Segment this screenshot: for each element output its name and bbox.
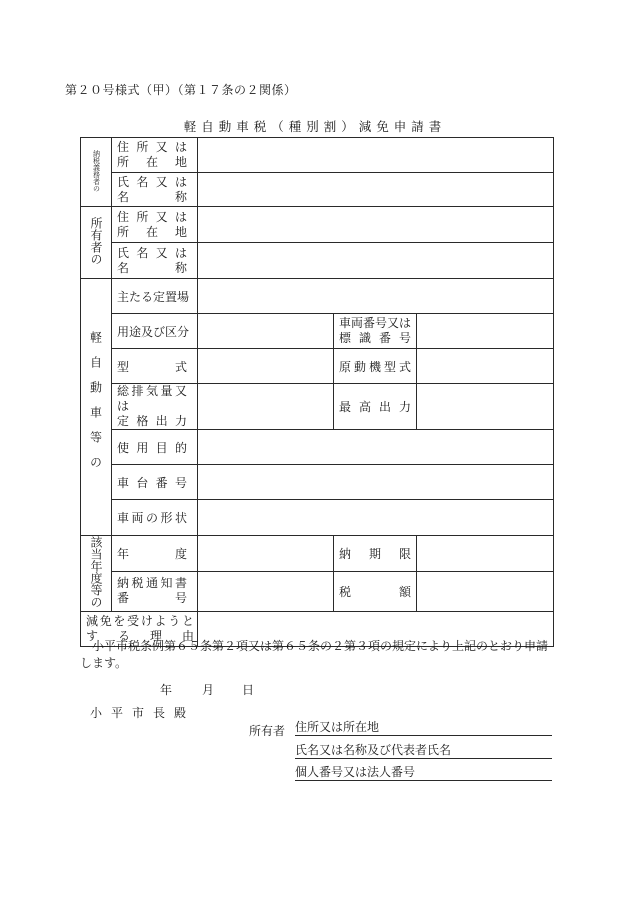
application-statement: 小平市税条例第６５条第２項又は第６５条の２第３項の規定により上記のとおり申請します。 (80, 639, 549, 670)
signature-address-label: 住所又は所在地 (295, 720, 380, 734)
owner-address-label: 住 所 又 は 所 在 地 (112, 207, 198, 243)
max-output-label: 最 高 出 力 (334, 384, 417, 430)
main-storage-label: 主たる定置場 (112, 279, 198, 314)
reduction-reason-label: 減免を受けようと す る 理 由 (81, 612, 198, 647)
vehicle-shape-label: 車両の形状 (112, 500, 198, 536)
owner-address-field[interactable] (198, 207, 554, 243)
addressee: 小平市長殿 (90, 706, 196, 720)
purpose-label: 使 用 目 的 (112, 430, 198, 465)
date-month-label: 月 (202, 683, 215, 697)
due-date-label: 納 期 限 (334, 536, 417, 572)
vehicle-shape-field[interactable] (198, 500, 554, 536)
notice-number-field[interactable] (198, 571, 334, 611)
signature-name-label: 氏名又は名称及び代表者氏名 (295, 743, 452, 757)
owner-signature-label: 所有者 (249, 724, 286, 738)
taxpayer-address-label: 住 所 又 は 所 在 地 (112, 138, 198, 173)
displacement-field[interactable] (198, 384, 334, 430)
chassis-number-label: 車 台 番 号 (112, 465, 198, 500)
signature-address-line[interactable] (295, 719, 552, 736)
date-day-label: 日 (242, 683, 255, 697)
fiscal-year-field[interactable] (198, 536, 334, 572)
taxpayer-name-label: 氏 名 又 は 名 称 (112, 173, 198, 207)
taxpayer-address-field[interactable] (198, 138, 554, 173)
vehicle-group-label: 軽自動車等の (81, 279, 112, 536)
due-date-field[interactable] (417, 536, 554, 572)
signature-name-line[interactable] (295, 742, 552, 759)
date-year-label: 年 (160, 683, 173, 697)
owner-group-label: 所有者の (81, 207, 112, 279)
tax-amount-label: 税 額 (334, 571, 417, 611)
model-field[interactable] (198, 349, 334, 384)
vehicle-number-label: 車両番号又は 標 識 番 号 (334, 314, 417, 349)
engine-model-field[interactable] (417, 349, 554, 384)
main-storage-field[interactable] (198, 279, 554, 314)
application-table (80, 137, 554, 647)
form-title: 軽自動車税（種別割）減免申請書 (183, 119, 447, 134)
taxpayer-name-field[interactable] (198, 173, 554, 207)
usage-field[interactable] (198, 314, 334, 349)
fiscal-year-label: 年 度 (112, 536, 198, 572)
year-group-label: 該当年度等の (81, 536, 112, 612)
owner-name-field[interactable] (198, 243, 554, 279)
form-number: 第２０号様式（甲）（第１７条の２関係） (65, 83, 297, 97)
signature-id-line[interactable] (295, 764, 552, 781)
model-label: 型 式 (112, 349, 198, 384)
engine-model-label: 原動機型式 (334, 349, 417, 384)
notice-number-label: 納税通知書 番 号 (112, 571, 198, 611)
signature-id-label: 個人番号又は法人番号 (295, 765, 416, 779)
tax-amount-field[interactable] (417, 571, 554, 611)
application-date (160, 681, 254, 698)
owner-name-label: 氏 名 又 は 名 称 (112, 243, 198, 279)
vehicle-number-field[interactable] (417, 314, 554, 349)
displacement-label: 総排気量又は 定 格 出 力 (112, 384, 198, 430)
chassis-number-field[interactable] (198, 465, 554, 500)
usage-label: 用途及び区分 (112, 314, 198, 349)
max-output-field[interactable] (417, 384, 554, 430)
taxpayer-group-label: 納税義務者の (81, 138, 112, 207)
purpose-field[interactable] (198, 430, 554, 465)
